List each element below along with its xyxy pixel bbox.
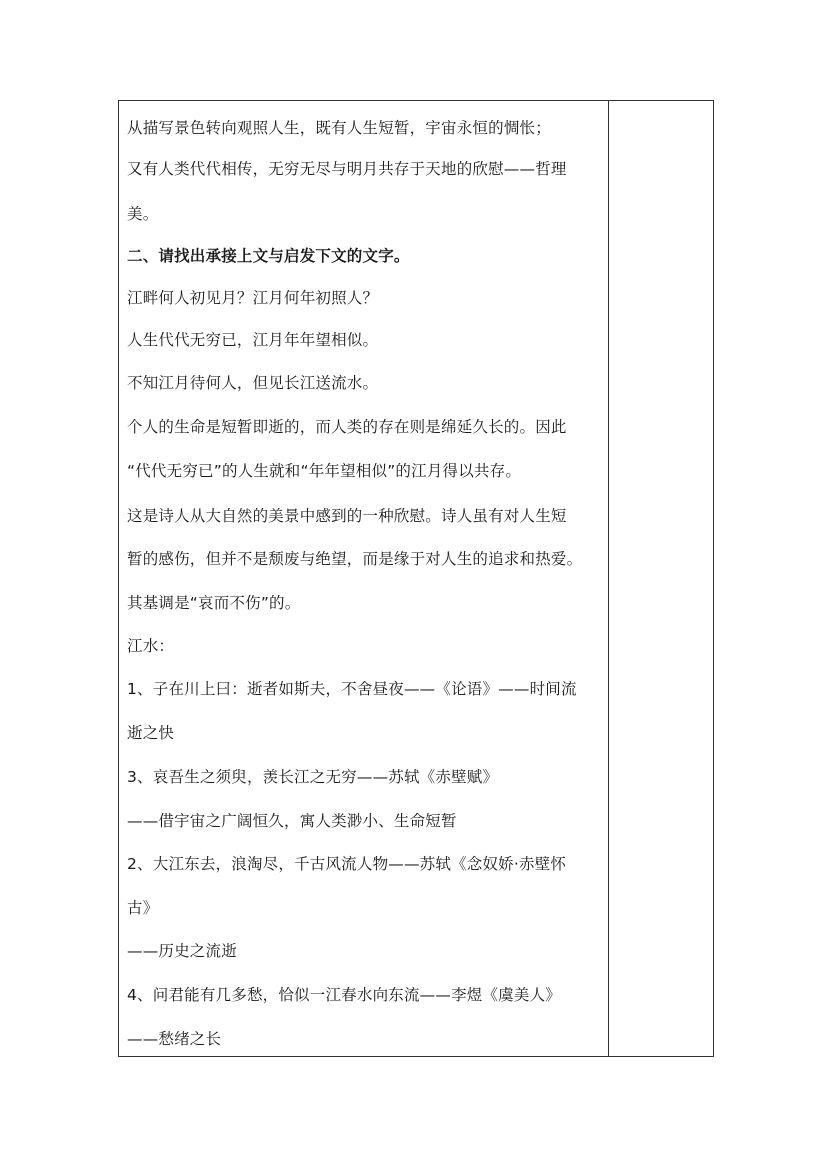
text-line: 这是诗人从大自然的美景中感到的一种欣慰。诗人虽有对人生短	[127, 507, 567, 525]
text-line: 暂的感伤，但并不是颓废与绝望，而是缘于对人生的追求和热爱。	[127, 550, 583, 568]
text-line: 不知江月待何人，但见长江送流水。	[127, 374, 379, 392]
text-line: 个人的生命是短暂即逝的，而人类的存在则是绵延久长的。因此	[127, 418, 567, 436]
content-table	[118, 100, 714, 1057]
text-line: “代代无穷已”的人生就和“年年望相似”的江月得以共存。	[127, 462, 522, 480]
text-line: 4、问君能有几多愁，恰似一江春水向东流——李煜《虞美人》	[127, 986, 561, 1004]
text-line: 又有人类代代相传，无穷无尽与明月共存于天地的欣慰——哲理	[127, 160, 567, 178]
text-line: ——愁绪之长	[127, 1030, 222, 1048]
text-line: 2、大江东去，浪淘尽，千古风流人物——苏轼《念奴娇·赤壁怀	[127, 855, 567, 873]
text-line: 人生代代无穷已，江月年年望相似。	[127, 331, 379, 349]
text-line: 古》	[127, 899, 159, 917]
text-line: 3、哀吾生之须臾，羡长江之无穷——苏轼《赤壁赋》	[127, 768, 499, 786]
text-line: 江水：	[127, 637, 175, 655]
section-heading: 二、请找出承接上文与启发下文的文字。	[127, 247, 410, 265]
text-line: ——历史之流逝	[127, 942, 237, 960]
text-line: ——借宇宙之广阔恒久，寓人类渺小、生命短暂	[127, 812, 457, 830]
text-line: 从描写景色转向观照人生，既有人生短暂，宇宙永恒的惆怅；	[127, 119, 551, 137]
text-line: 1、子在川上曰：逝者如斯夫，不舍昼夜——《论语》——时间流	[127, 680, 577, 698]
text-line: 美。	[127, 205, 159, 223]
text-line: 逝之快	[127, 724, 175, 742]
text-line: 其基调是“哀而不伤”的。	[127, 594, 301, 612]
text-line: 江畔何人初见月？江月何年初照人？	[127, 289, 379, 307]
column-divider	[608, 101, 609, 1056]
